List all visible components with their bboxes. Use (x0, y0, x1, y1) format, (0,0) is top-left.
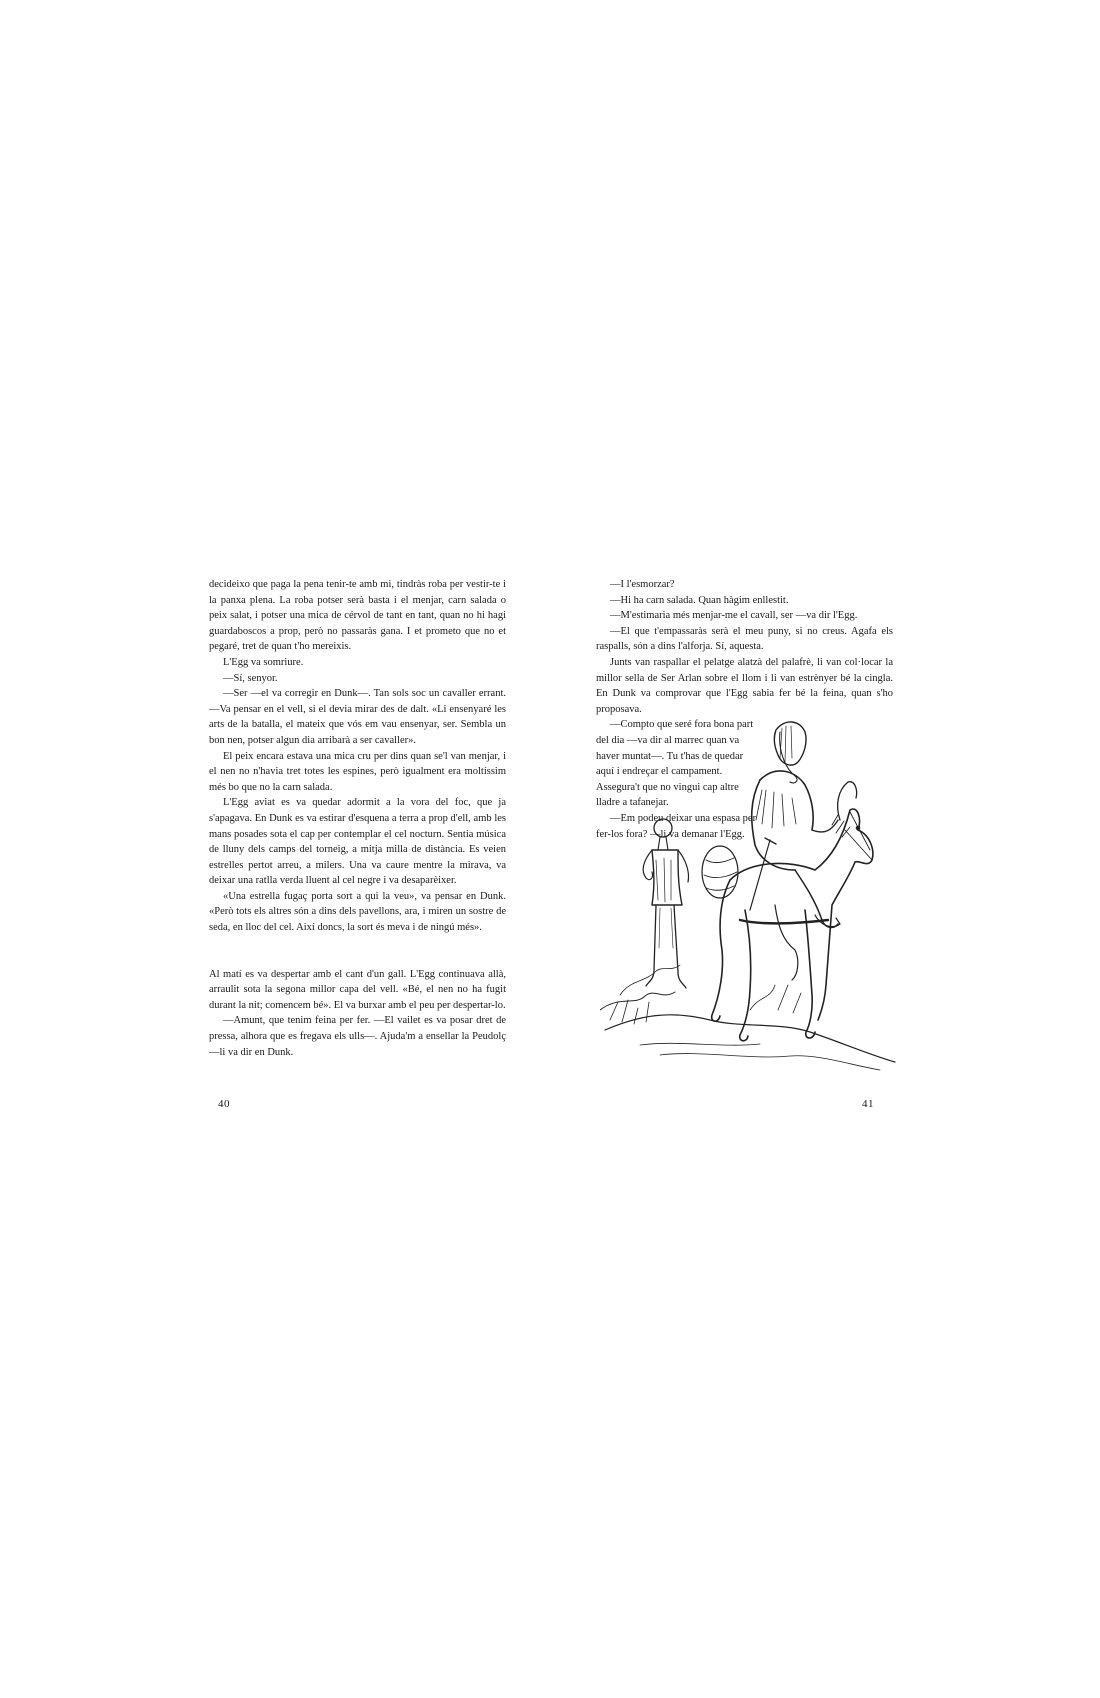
paragraph: —Em podeu deixar una espasa per fer-los fora? —li va demanar l'Egg. (596, 812, 757, 840)
paragraph: «Una estrella fugaç porta sort a qui la veu», va pensar en Dunk. «Però tots els altres són a dins dels pavellons, ara, i miren un sostre de seda, en lloc del cel. Així doncs, la sort és meva i de ningú més». (209, 890, 506, 934)
paragraph: —Hi ha carn salada. Quan hàgim enllestit. (610, 594, 789, 606)
paragraph: —M'estimaria més menjar-me el cavall, ser —va dir l'Egg. (610, 610, 858, 622)
paragraph: —I l'esmorzar? (610, 579, 675, 590)
paragraph: L'Egg va somriure. (223, 656, 304, 668)
page-number-left: 40 (218, 1098, 230, 1110)
paragraph: decideixo que paga la pena tenir-te amb mi, tindràs roba per vestir-te i la panxa plena. La roba potser serà basta i el menjar, carn salada o peix salat, i potser una mica de cérvol de tant en tant, quan no hi hagi guardaboscos a prop, però no passaràs gana. I et prometo que no et pegaré, tret de quan t'ho mereixis. (209, 579, 506, 653)
page-number-right: 41 (862, 1098, 874, 1110)
paragraph: —El que t'empassaràs serà el meu puny, si no creus. Agafa els raspalls, són a dins l'alforja. Sí, aquesta. (596, 625, 893, 653)
knight-and-boy-illustration (600, 710, 900, 1080)
paragraph: Junts van raspallar el pelatge alatzà del palafrè, li van col·locar la millor sella de Ser Arlan sobre el llom i li van estrènyer bé la cingla. En Dunk va comprovar que l'Egg sabia fer bé la feina, quan s'ho proposava. (596, 656, 893, 715)
paragraph: L'Egg aviat es va quedar adormit a la vora del foc, que ja s'apagava. En Dunk es va estirar d'esquena a terra a prop d'ell, amb les mans posades sota el cap per contemplar el cel nocturn. Sentia música de lluny dels camps del torneig, a mitja milla de distància. Es veien estrelles pertot arreu, a milers. Una va caure mentre la mirava, va deixar una ratlla verda lluent al cel negre i va desaparèixer. (209, 797, 506, 887)
paragraph: Al matí es va despertar amb el cant d'un gall. L'Egg continuava allà, arraulit sota la segona millor capa del vell. «Bé, el nen no ha fugit durant la nit; comencem bé». El va burxar amb el peu per despertar-lo. (209, 968, 506, 1011)
paragraph: —Ser —el va corregir en Dunk—. Tan sols soc un cavaller errant. —Va pensar en el vell, si el devia mirar des de dalt. «Li ensenyaré les arts de la batalla, el mateix que vós em vau ensenyar, ser. Sembla un bon nen, potser algun dia arribarà a ser cavaller». (209, 688, 506, 746)
paragraph: —Compto que seré fora bona part del dia —va dir al marrec quan va haver muntat—. Tu t'has de quedar aquí i endreçar el campament. Assegura't que no vingui cap altre lladre a tafanejar. (596, 719, 754, 809)
paragraph: —Amunt, que tenim feina per fer. —El vailet es va posar dret de pressa, alhora que es fregava els ulls—. Ajuda'm a ensellar la Peudolç —li va dir en Dunk. (209, 1015, 506, 1058)
paragraph: —Sí, senyor. (223, 672, 278, 684)
left-page (209, 577, 506, 1060)
paragraph: El peix encara estava una mica cru per dins quan se'l van menjar, i el nen no n'havia tret totes les espines, però igualment era moltíssim més bo que no la carn salada. (209, 750, 506, 793)
